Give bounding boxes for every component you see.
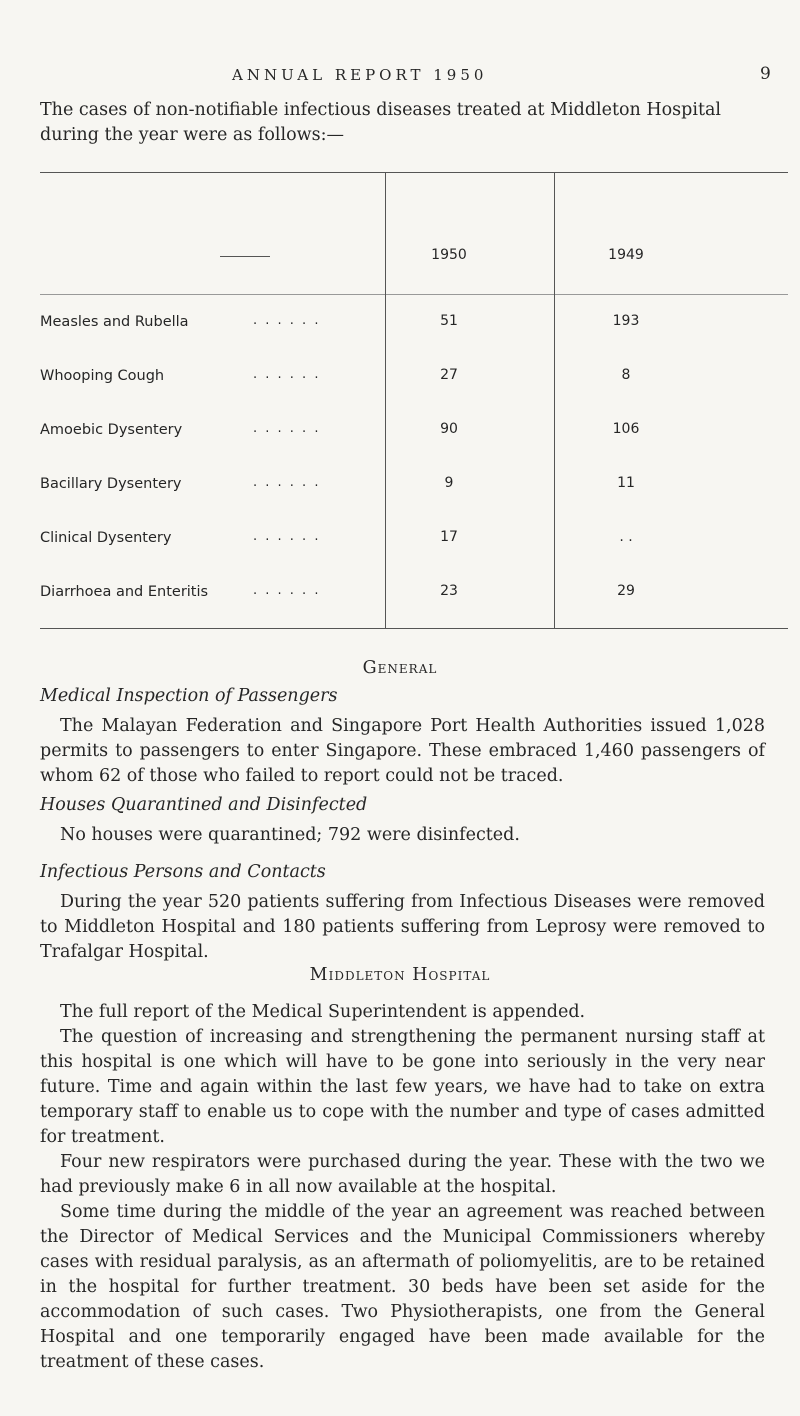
- value-1950: 23: [440, 583, 458, 599]
- table-bottom-rule: [40, 628, 788, 629]
- middleton-paragraph-1: The full report of the Medical Superintendent is appended.: [60, 1002, 586, 1022]
- middleton-paragraph-2: The question of increasing and strengthening the permanent nursing staff at this hospital is one which will have to be gone into seriously in the very near future. Time and again within the last few years, we have had to take on extra temporary staff to enable us to cope with the number and type of cases admitted for treatment.: [40, 1027, 765, 1147]
- disease-name: Whooping Cough: [40, 368, 165, 384]
- table-header-rule: [40, 294, 788, 295]
- disease-name: Diarrhoea and Enteritis: [40, 584, 209, 600]
- table-top-rule: [40, 172, 788, 173]
- medical-inspection-paragraph: The Malayan Federation and Singapore Port Health Authorities issued 1,028 permits to passengers to enter Singapore. These embraced 1,460 passengers of whom 62 of those who failed to report could not be traced.: [40, 716, 765, 786]
- houses-quarantined-paragraph: No houses were quarantined; 792 were disinfected.: [60, 825, 520, 845]
- middleton-hospital-heading: Middleton Hospital: [309, 965, 491, 985]
- middleton-paragraph-3: Four new respirators were purchased during the year. These with the two we had previously make 6 in all now available at the hospital.: [40, 1152, 765, 1197]
- subheading-infectious-persons: Infectious Persons and Contacts: [40, 862, 326, 882]
- value-1949: 11: [617, 475, 635, 491]
- disease-name: Bacillary Dysentery: [40, 476, 182, 492]
- general-heading: General: [362, 658, 438, 678]
- disease-name: Measles and Rubella: [40, 314, 189, 330]
- value-1950: 90: [440, 421, 458, 437]
- dot-leader: . . . . . .: [253, 529, 321, 544]
- subheading-houses-quarantined: Houses Quarantined and Disinfected: [40, 795, 368, 815]
- value-1949: 8: [621, 367, 631, 383]
- value-1950: 27: [440, 367, 458, 383]
- disease-name: Clinical Dysentery: [40, 530, 172, 546]
- column-divider-1: [385, 172, 386, 628]
- value-1950: 9: [444, 475, 454, 491]
- column-divider-2: [554, 172, 555, 628]
- middleton-paragraph-4: Some time during the middle of the year an agreement was reached between the Director of Medical Services and the Municipal Commissioners whereby cases with residual paralysis, as an aftermath of poliomyelitis, are to be retained in the hospital for further treatment. 30 beds have been set aside for the accommodation of such cases. Two Physiotherapists, one from the General Hospital and one temporarily engaged have been made available for the treatment of these cases.: [40, 1202, 765, 1372]
- value-1949: 106: [612, 421, 640, 437]
- dot-leader: . . . . . .: [253, 313, 321, 328]
- intro-paragraph: The cases of non-notifiable infectious diseases treated at Middleton Hospital during the year were as follows:—: [40, 100, 722, 145]
- dot-leader: . . . . . .: [253, 421, 321, 436]
- value-1949: . .: [619, 529, 633, 545]
- value-1949: 193: [612, 313, 640, 329]
- header-dash: [220, 256, 270, 257]
- value-1949: 29: [617, 583, 635, 599]
- dot-leader: . . . . . .: [253, 583, 321, 598]
- dot-leader: . . . . . .: [253, 367, 321, 382]
- diseases-table: [40, 172, 788, 636]
- column-header-1950: 1950: [431, 247, 467, 263]
- page-number: 9: [760, 64, 771, 84]
- value-1950: 17: [440, 529, 458, 545]
- subheading-medical-inspection: Medical Inspection of Passengers: [40, 686, 338, 706]
- running-head: ANNUAL REPORT 1950: [232, 66, 488, 84]
- dot-leader: . . . . . .: [253, 475, 321, 490]
- column-header-1949: 1949: [608, 247, 644, 263]
- value-1950: 51: [440, 313, 458, 329]
- disease-name: Amoebic Dysentery: [40, 422, 183, 438]
- page-header: [0, 64, 800, 90]
- infectious-persons-paragraph: During the year 520 patients suffering from Infectious Diseases were removed to Middleton Hospital and 180 patients suffering from Leprosy were removed to Trafalgar Hospital.: [40, 892, 765, 962]
